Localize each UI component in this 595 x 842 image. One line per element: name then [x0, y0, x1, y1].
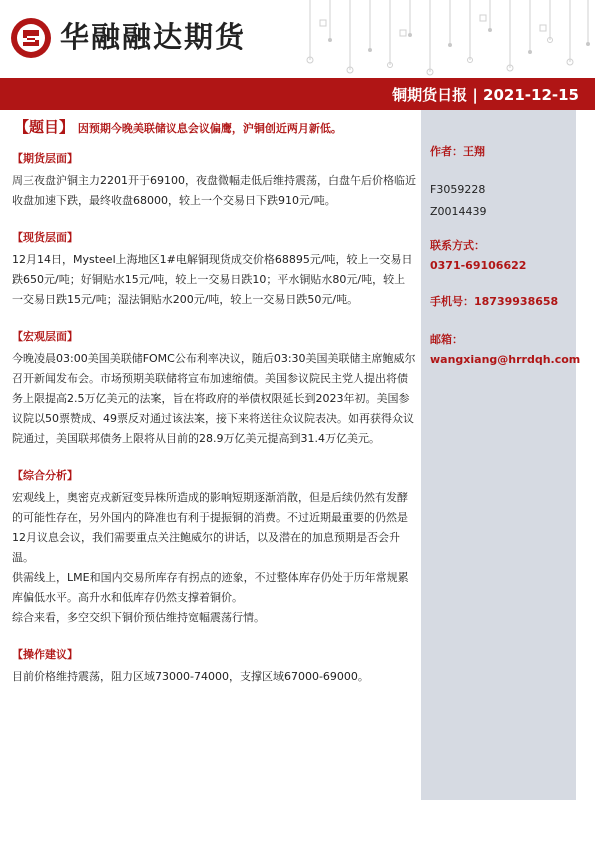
section-analysis	[12, 467, 416, 628]
topic-tag: 【题目】	[14, 118, 75, 136]
section-heading: 【综合分析】	[12, 469, 78, 482]
section-spot	[12, 229, 416, 310]
section-heading: 【宏观层面】	[12, 330, 78, 343]
section-body: 目前价格维持震荡，阻力区域73000-74000，支撑区域67000-69000。	[12, 670, 369, 683]
license-number: F3059228	[430, 183, 486, 196]
author-info	[430, 143, 581, 369]
decorative-pattern	[300, 0, 595, 78]
report-title: 铜期货日报 | 2021-12-15	[392, 86, 579, 104]
section-futures	[12, 150, 416, 211]
section-body: 今晚凌晨03:00美国美联储FOMC公布利率决议，随后03:30美国美联储主席鲍威尔召开新闻发布会。市场预期美联储将宣布加速缩债。美国参议院民主党人提出将债务上限提高2.5万亿美元的法案，旨在将政府的举债权限延长到2023年初。美国参议院以50票赞成、49票反对通过该法案，接下来将送往众议院表决。如再获得众议院通过，美国联邦债务上限将从目前的28.9万亿美元提高到31.4万亿美元。	[12, 352, 416, 445]
mobile-line	[430, 293, 575, 311]
section-heading: 【现货层面】	[12, 231, 78, 244]
license-number: Z0014439	[430, 205, 487, 218]
author-line	[430, 143, 575, 161]
mobile-label: 手机号：	[430, 295, 474, 308]
author-name: 王翔	[463, 145, 485, 158]
section-advice	[12, 646, 416, 687]
contact-phone[interactable]: 0371-69106622	[430, 259, 527, 272]
section-macro	[12, 328, 416, 449]
section-paragraph: 宏观线上，奥密克戎新冠变异株所造成的影响短期逐渐消散，但是后续仍然有发酵的可能性存在，另外国内的降准也有利于提振铜的消费。不过近期最重要的仍然是12月议息会议，我们需要重点关注鲍威尔的讲话，以及潜在的加息预期是否会升温。	[12, 491, 408, 564]
section-body: 12月14日，Mysteel上海地区1#电解铜现货成交价格68895元/吨，较上一交易日跌650元/吨；好铜贴水15元/吨，较上一交易日跌10；平水铜贴水80元/吨，较上一交易日跌15元/吨；湿法铜贴水200元/吨，较上一交易日跌50元/吨。	[12, 253, 413, 306]
author-label: 作者：	[430, 145, 463, 158]
email-link[interactable]: wangxiang@hrrdqh.com	[430, 353, 581, 366]
section-paragraph: 供需线上，LME和国内交易所库存有拐点的迹象，不过整体库存仍处于历年常规累库偏低水平。高升水和低库存仍然支撑着铜价。	[12, 571, 409, 604]
topic-line	[14, 116, 414, 137]
mobile-number[interactable]: 18739938658	[474, 295, 559, 308]
page-header	[0, 0, 595, 78]
email-label: 邮箱：	[430, 333, 463, 346]
topic-text: 因预期今晚美联储议息会议偏鹰，沪铜创近两月新低。	[77, 122, 342, 135]
section-body: 周三夜盘沪铜主力2201开于69100，夜盘微幅走低后维持震荡，白盘午后价格临近收盘加速下跌，最终收盘68000，较上一个交易日下跌910元/吨。	[12, 174, 416, 207]
section-heading: 【操作建议】	[12, 648, 78, 661]
company-name: 华融融达期货	[60, 20, 247, 54]
section-heading: 【期货层面】	[12, 152, 78, 165]
company-logo-icon	[10, 17, 52, 59]
contact-label: 联系方式：	[430, 239, 485, 252]
section-paragraph: 综合来看，多空交织下铜价预估维持宽幅震荡行情。	[12, 611, 265, 624]
main-content	[12, 150, 416, 705]
